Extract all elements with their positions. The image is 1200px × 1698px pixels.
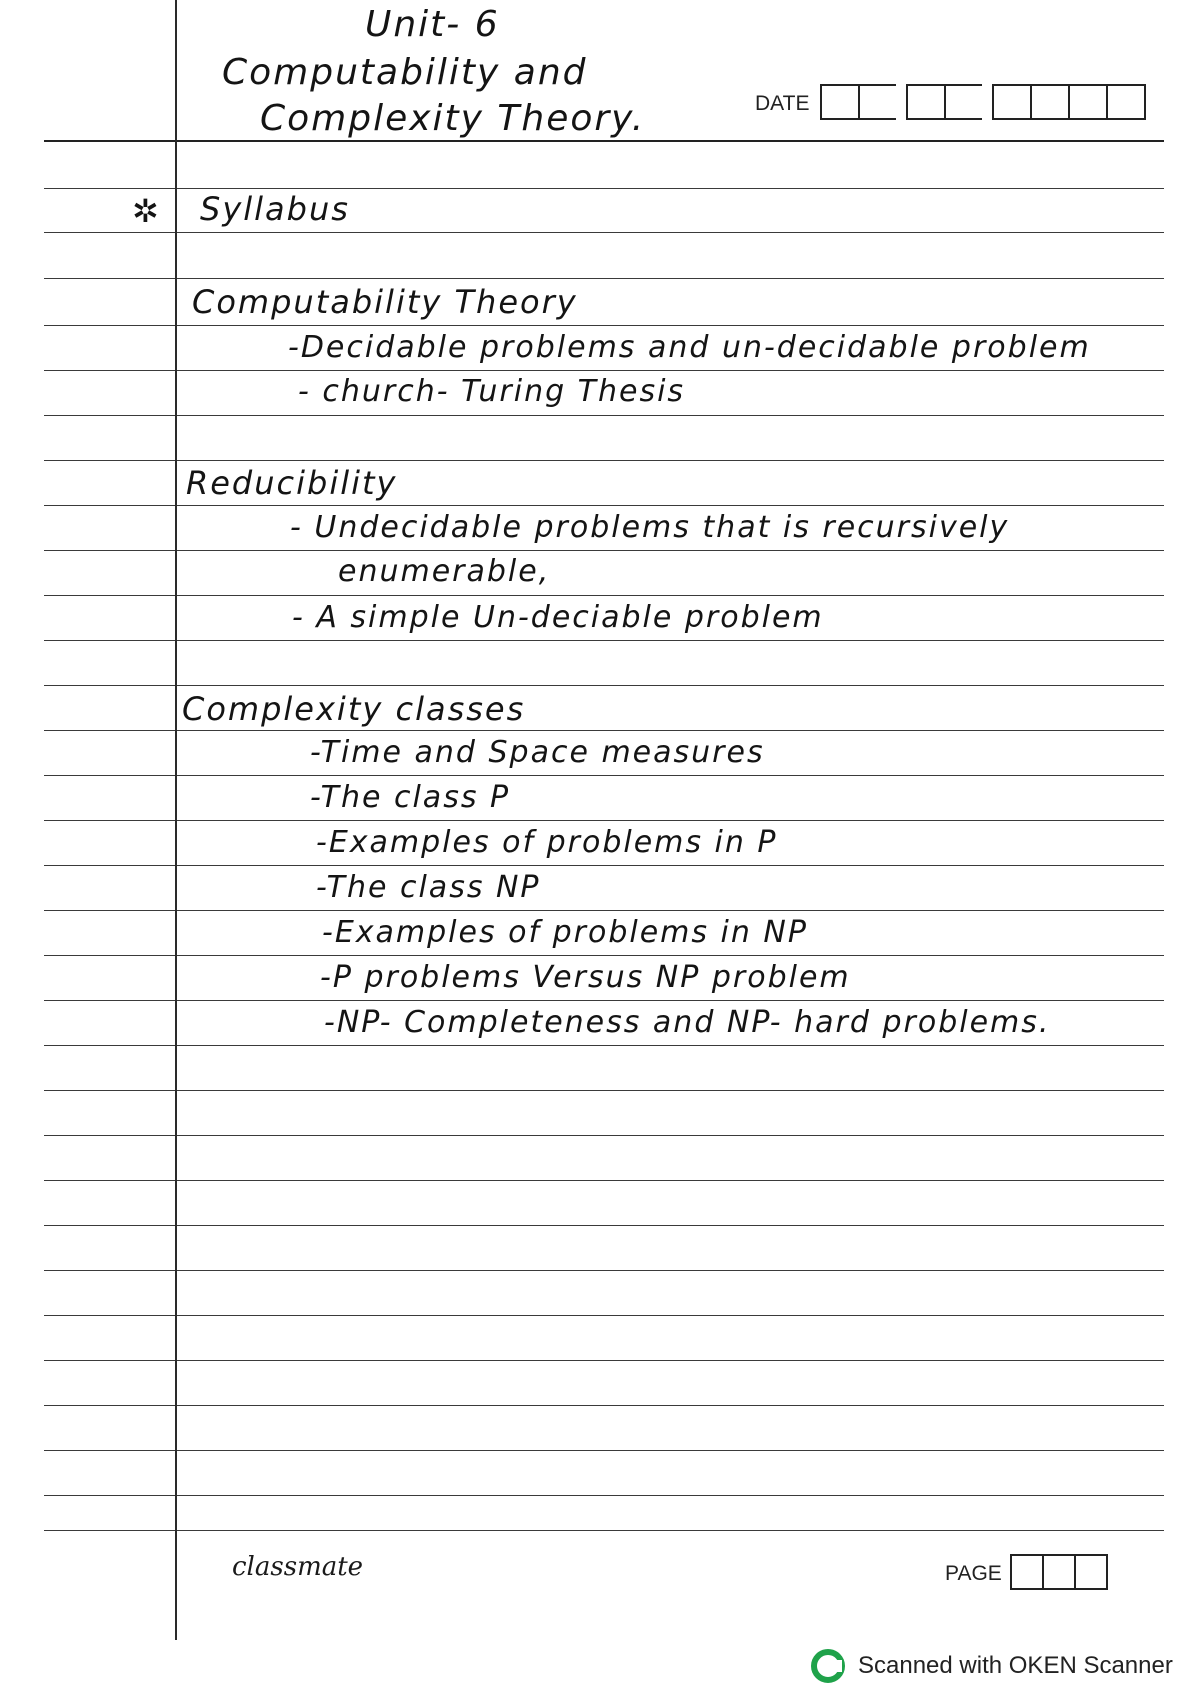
list-item: -Examples of problems in NP <box>322 915 808 950</box>
date-box <box>906 84 944 120</box>
ruled-line <box>44 1135 1164 1136</box>
ruled-line <box>44 1495 1164 1496</box>
date-box <box>944 84 982 120</box>
scanner-text: Scanned with OKEN Scanner <box>858 1652 1173 1679</box>
title-line-2: Complexity Theory. <box>260 98 646 139</box>
ruled-line <box>44 1225 1164 1226</box>
list-item: -P problems Versus NP problem <box>320 960 851 995</box>
ruled-line <box>44 685 1164 686</box>
ruled-line <box>44 370 1164 371</box>
ruled-line <box>44 1090 1164 1091</box>
ruled-line <box>44 1450 1164 1451</box>
ruled-line <box>44 820 1164 821</box>
unit-title: Unit- 6 <box>365 4 500 45</box>
ruled-line <box>44 1270 1164 1271</box>
page-box <box>1042 1554 1074 1590</box>
page-box <box>1074 1554 1108 1590</box>
ruled-line <box>44 415 1164 416</box>
ruled-line <box>44 595 1164 596</box>
scanner-watermark <box>810 1648 1173 1684</box>
section-heading: Reducibility <box>186 464 398 502</box>
section-heading: Complexity classes <box>182 690 526 728</box>
date-label: DATE <box>755 92 810 115</box>
margin-line <box>175 0 177 1640</box>
ruled-line <box>44 140 1164 142</box>
section-heading: Computability Theory <box>192 283 578 321</box>
list-item: -The class P <box>310 780 511 815</box>
ruled-line <box>44 325 1164 326</box>
ruled-line <box>44 1530 1164 1531</box>
list-item: -NP- Completeness and NP- hard problems. <box>324 1005 1051 1040</box>
ruled-line <box>44 188 1164 189</box>
title-line-1: Computability and <box>222 52 588 93</box>
date-box <box>1106 84 1146 120</box>
ruled-line <box>44 1000 1164 1001</box>
page-label: PAGE <box>945 1562 1002 1585</box>
date-boxes <box>820 84 1146 120</box>
ruled-line <box>44 1360 1164 1361</box>
ruled-line <box>44 955 1164 956</box>
date-box <box>1068 84 1106 120</box>
ruled-line <box>44 1180 1164 1181</box>
ruled-line <box>44 1405 1164 1406</box>
ruled-line <box>44 775 1164 776</box>
ruled-line <box>44 460 1164 461</box>
ruled-line <box>44 505 1164 506</box>
ruled-line <box>44 865 1164 866</box>
scanner-logo-icon <box>810 1648 846 1684</box>
list-item: -Time and Space measures <box>310 735 765 770</box>
syllabus-heading: Syllabus <box>200 190 350 228</box>
ruled-line <box>44 278 1164 279</box>
ruled-line <box>44 550 1164 551</box>
brand-logo: classmate <box>232 1552 364 1582</box>
ruled-line <box>44 640 1164 641</box>
list-item: -Examples of problems in P <box>316 825 778 860</box>
date-box <box>820 84 858 120</box>
list-item: -The class NP <box>316 870 541 905</box>
ruled-line <box>44 910 1164 911</box>
page-box <box>1010 1554 1042 1590</box>
list-item: enumerable, <box>338 554 551 589</box>
date-box <box>992 84 1030 120</box>
list-item: - A simple Un-deciable problem <box>292 600 824 635</box>
list-item: - church- Turing Thesis <box>298 374 686 409</box>
ruled-line <box>44 232 1164 233</box>
date-box <box>1030 84 1068 120</box>
ruled-line <box>44 1045 1164 1046</box>
page-boxes <box>1010 1554 1108 1590</box>
ruled-line <box>44 1315 1164 1316</box>
star-bullet-icon: ✲ <box>132 192 161 230</box>
list-item: -Decidable problems and un-decidable problem <box>288 330 1091 365</box>
ruled-line <box>44 730 1164 731</box>
date-box <box>858 84 896 120</box>
list-item: - Undecidable problems that is recursively <box>290 510 1010 545</box>
